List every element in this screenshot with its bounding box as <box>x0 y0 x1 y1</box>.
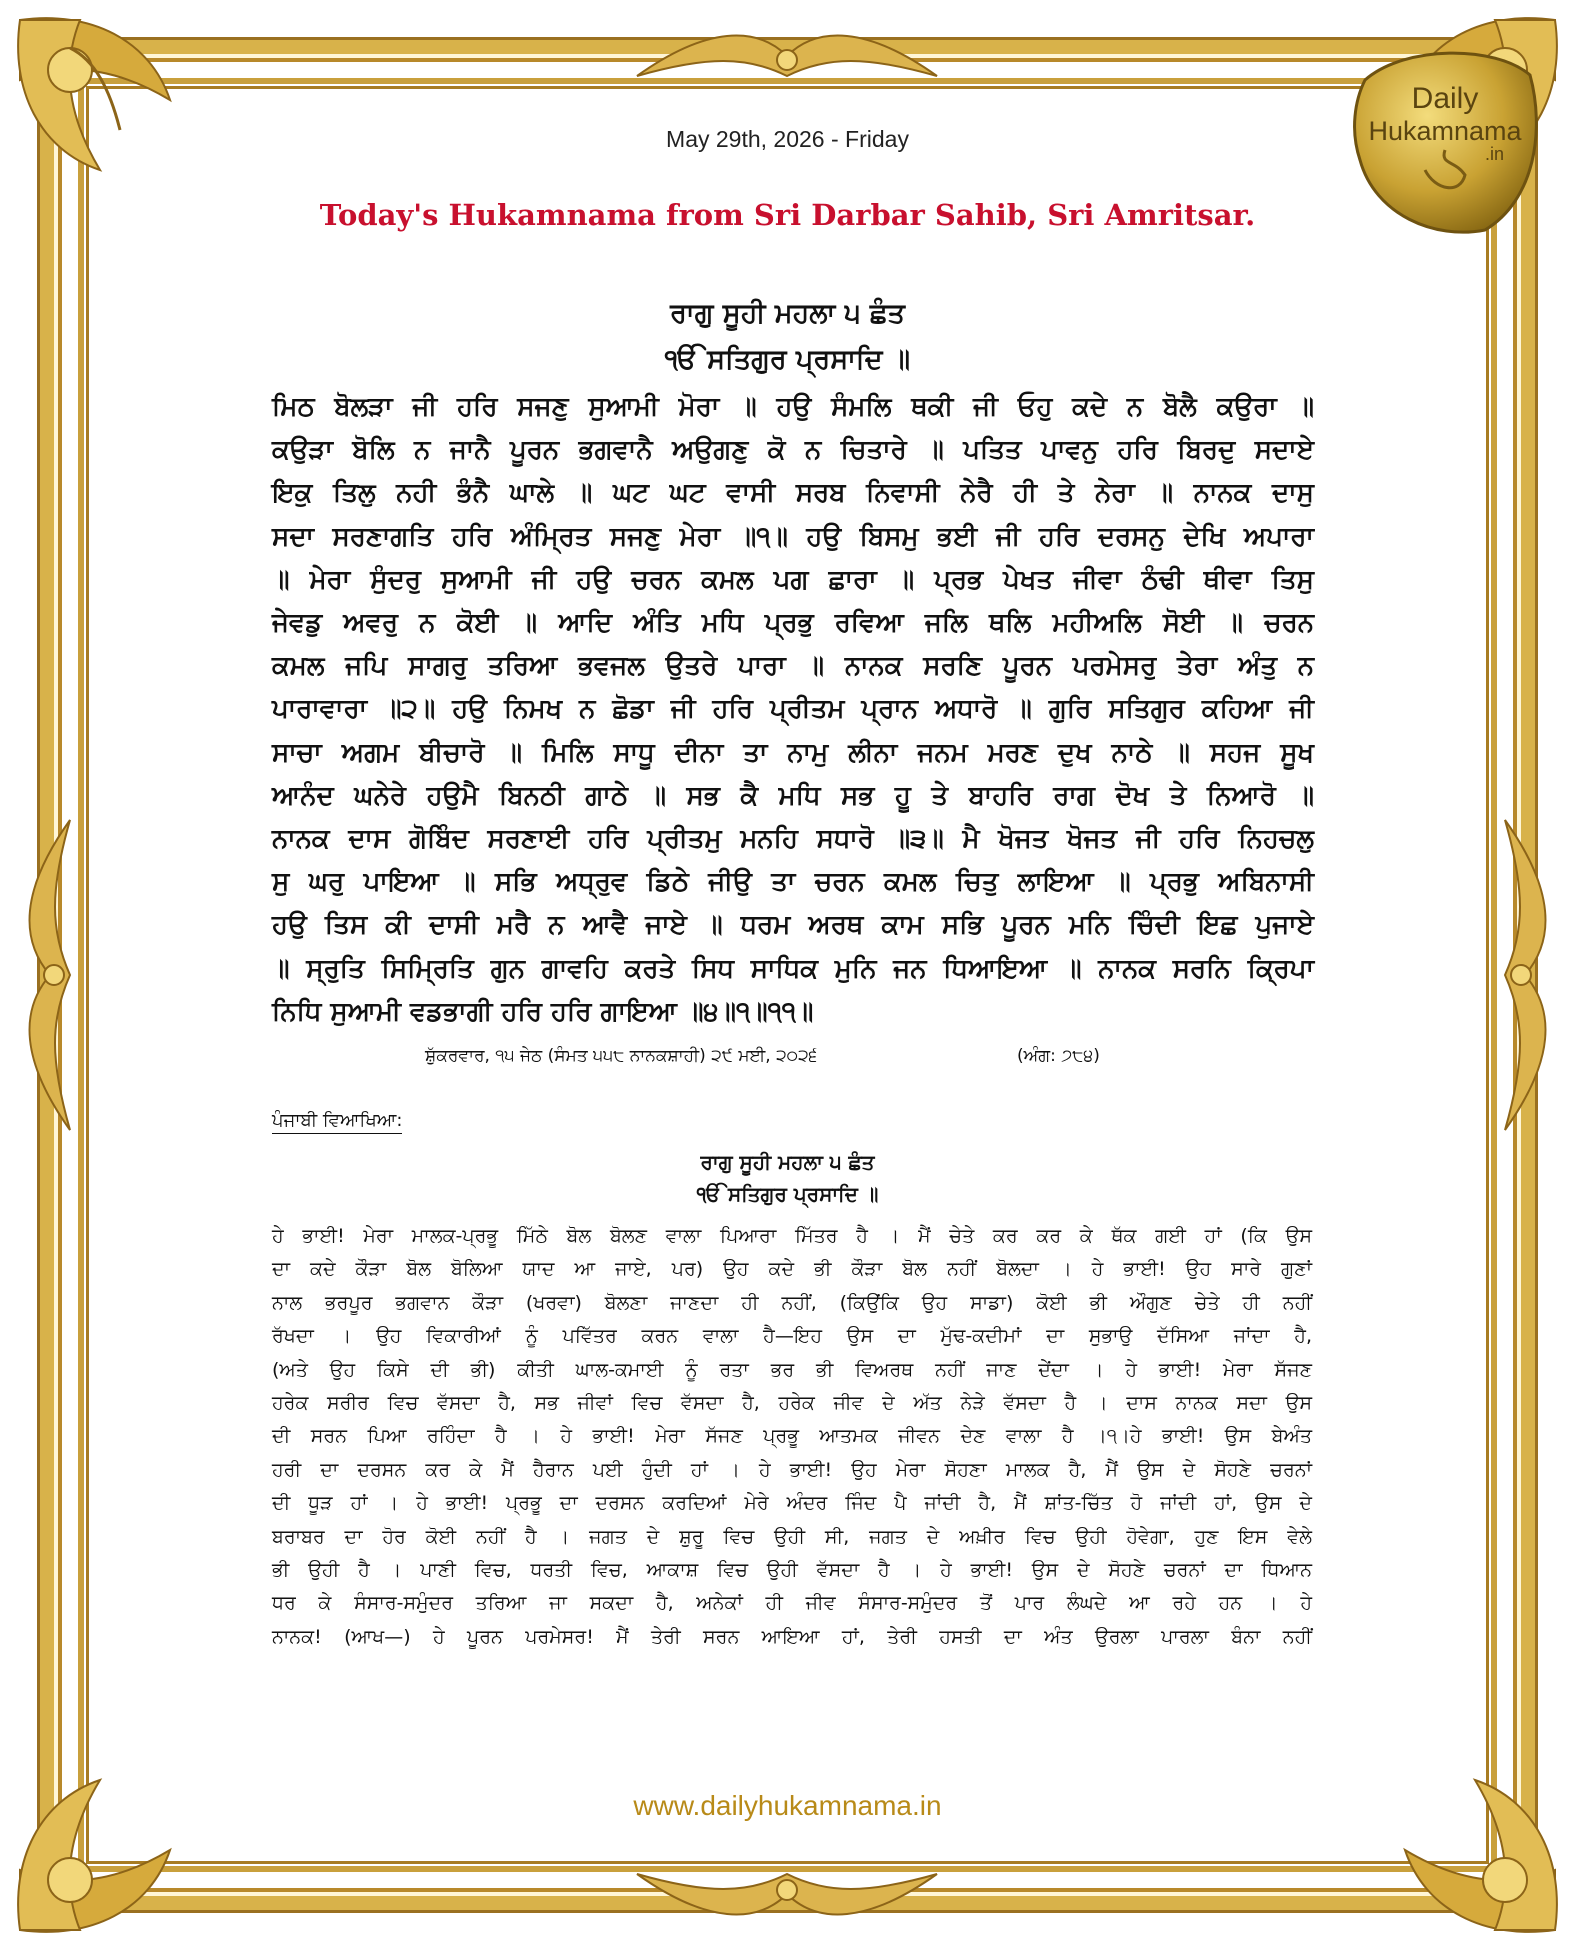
explanation-heading: ਪੰਜਾਬੀ ਵਿਆਖਿਆ: <box>272 1110 402 1134</box>
explanation-invocation: ੴ ਸਤਿਗੁਰ ਪ੍ਰਸਾਦਿ ॥ <box>696 1182 879 1206</box>
explanation-line: ਦਾ ਕਦੇ ਕੌੜਾ ਬੋਲ ਬੋਲਿਆ ਯਾਦ ਆ ਜਾਏ, ਪਰ) ਉਹ ਕਦੇ ਭੀ ਕੌੜਾ ਬੋਲ ਨਹੀਂ ਬੋਲਦਾ । ਹੇ ਭਾਈ! ਉਹ ਸਾਰੇ ਗੁਣਾਂ <box>272 1258 1312 1281</box>
corner-ornament-bottom-right <box>1345 1720 1575 1950</box>
verse-line: ਸਦਾ ਸਰਣਾਗਤਿ ਹਰਿ ਅੰਮ੍ਰਿਤ ਸਜਣੁ ਮੇਰਾ ॥੧॥ ਹਉ ਬਿਸਮੁ ਭਈ ਜੀ ਹਰਿ ਦਰਸਨੁ ਦੇਖਿ ਅਪਾਰਾ <box>272 521 1314 552</box>
verse-line: ॥ ਸ੍ਰੁਤਿ ਸਿਮ੍ਰਿਤਿ ਗੁਨ ਗਾਵਹਿ ਕਰਤੇ ਸਿਧ ਸਾਧਿਕ ਮੁਨਿ ਜਨ ਧਿਆਇਆ ॥ ਨਾਨਕ ਸਰਨਿ ਕ੍ਰਿਪਾ <box>272 953 1314 984</box>
verse-line: ਇਕੁ ਤਿਲੁ ਨਹੀ ਭੰਨੈ ਘਾਲੇ ॥ ਘਟ ਘਟ ਵਾਸੀ ਸਰਬ ਨਿਵਾਸੀ ਨੇਰੈ ਹੀ ਤੇ ਨੇਰਾ ॥ ਨਾਨਕ ਦਾਸੁ <box>272 478 1314 509</box>
page-title: Today's Hukamnama from Sri Darbar Sahib, Sri Amritsar. <box>319 198 1256 232</box>
verse-line: ਕਮਲ ਜਪਿ ਸਾਗਰੁ ਤਰਿਆ ਭਵਜਲ ਉਤਰੇ ਪਾਰਾ ॥ ਨਾਨਕ ਸਰਣਿ ਪੂਰਨ ਪਰਮੇਸਰੁ ਤੇਰਾ ਅੰਤੁ ਨ <box>272 651 1314 682</box>
verse-line: ਸਾਚਾ ਅਗਮ ਬੀਚਾਰੋ ॥ ਮਿਲਿ ਸਾਧੂ ਦੀਨਾ ਤਾ ਨਾਮੁ ਲੀਨਾ ਜਨਮ ਮਰਣ ਦੁਖ ਨਾਠੇ ॥ ਸਹਜ ਸੂਖ <box>272 737 1314 768</box>
verse-line: ਕਉੜਾ ਬੋਲਿ ਨ ਜਾਨੈ ਪੂਰਨ ਭਗਵਾਨੈ ਅਉਗਣੁ ਕੋ ਨ ਚਿਤਾਰੇ ॥ ਪਤਿਤ ਪਾਵਨੁ ਹਰਿ ਬਿਰਦੁ ਸਦਾਏ <box>272 435 1314 466</box>
footer-website-link[interactable]: www.dailyhukamnama.in <box>633 1790 942 1821</box>
badge-text-daily: Daily <box>1411 82 1479 115</box>
top-edge-ornament <box>627 16 947 96</box>
corner-ornament-bottom-left <box>0 1720 230 1950</box>
verse-line: ਹਉ ਤਿਸ ਕੀ ਦਾਸੀ ਮਰੈ ਨ ਆਵੈ ਜਾਏ ॥ ਧਰਮ ਅਰਥ ਕਾਮ ਸਭਿ ਪੂਰਨ ਮਨਿ ਚਿੰਦੀ ਇਛ ਪੁਜਾਏ <box>272 910 1314 941</box>
bottom-edge-ornament <box>627 1854 947 1934</box>
punjabi-date-line: ਸ਼ੁੱਕਰਵਾਰ, ੧੫ ਜੇਠ (ਸੰਮਤ ੫੫੮ ਨਾਨਕਸ਼ਾਹੀ) ੨੯ ਮਈ, ੨੦੨੬ <box>425 1046 818 1066</box>
left-edge-ornament <box>10 810 90 1140</box>
right-edge-ornament <box>1485 810 1565 1140</box>
verse-line: ਆਨੰਦ ਘਨੇਰੇ ਹਉਮੈ ਬਿਨਠੀ ਗਾਠੇ ॥ ਸਭ ਕੈ ਮਧਿ ਸਭ ਹੂ ਤੇ ਬਾਹਰਿ ਰਾਗ ਦੋਖ ਤੇ ਨਿਆਰੋ ॥ <box>272 780 1314 811</box>
badge-text-domain: .in <box>1485 144 1505 164</box>
badge-text-hukamnama: Hukamnama <box>1368 116 1522 146</box>
verse-line: ਨਿਧਿ ਸੁਆਮੀ ਵਡਭਾਗੀ ਹਰਿ ਹਰਿ ਗਾਇਆ ॥੪॥੧॥੧੧॥ <box>272 996 814 1027</box>
explanation-line: ਹਰੇਕ ਸਰੀਰ ਵਿਚ ਵੱਸਦਾ ਹੈ, ਸਭ ਜੀਵਾਂ ਵਿਚ ਵੱਸਦਾ ਹੈ, ਹਰੇਕ ਜੀਵ ਦੇ ਅੱਤ ਨੇੜੇ ਵੱਸਦਾ ਹੈ । ਦਾਸ ਨਾਨਕ ਸਦਾ ਉਸ <box>272 1392 1312 1415</box>
shabad-invocation: ੴ ਸਤਿਗੁਰ ਪ੍ਰਸਾਦਿ ॥ <box>664 344 911 375</box>
ang-number: (ਅੰਗ: ੭੮੪) <box>1017 1046 1100 1066</box>
explanation-line: ਰੱਖਦਾ । ਉਹ ਵਿਕਾਰੀਆਂ ਨੂੰ ਪਵਿੱਤਰ ਕਰਨ ਵਾਲਾ ਹੈ—ਇਹ ਉਸ ਦਾ ਮੁੱਢ-ਕਦੀਮਾਂ ਦਾ ਸੁਭਾਉ ਦੱਸਿਆ ਜਾਂਦਾ ਹੈ, <box>272 1325 1312 1348</box>
explanation-line: ਹੇ ਭਾਈ! ਮੇਰਾ ਮਾਲਕ-ਪ੍ਰਭੂ ਮਿੱਠੇ ਬੋਲ ਬੋਲਣ ਵਾਲਾ ਪਿਆਰਾ ਮਿੱਤਰ ਹੈ । ਮੈਂ ਚੇਤੇ ਕਰ ਕਰ ਕੇ ਥੱਕ ਗਈ ਹਾਂ (ਕਿ ਉਸ <box>272 1225 1312 1247</box>
explanation-line: ਨਾਲ ਭਰਪੂਰ ਭਗਵਾਨ ਕੌੜਾ (ਖਰਵਾ) ਬੋਲਣਾ ਜਾਣਦਾ ਹੀ ਨਹੀਂ, (ਕਿਉਂਕਿ ਉਹ ਸਾਡਾ) ਕੋਈ ਭੀ ਔਗੁਣ ਚੇਤੇ ਹੀ ਨਹੀਂ <box>272 1291 1312 1314</box>
shabad-raag-heading: ਰਾਗੁ ਸੂਹੀ ਮਹਲਾ ੫ ਛੰਤ <box>670 298 905 329</box>
explanation-line: ਭੀ ਉਹੀ ਹੈ । ਪਾਣੀ ਵਿਚ, ਧਰਤੀ ਵਿਚ, ਆਕਾਸ਼ ਵਿਚ ਉਹੀ ਵੱਸਦਾ ਹੈ । ਹੇ ਭਾਈ! ਉਸ ਦੇ ਸੋਹਣੇ ਚਰਨਾਂ ਦਾ ਧਿਆਨ <box>272 1559 1312 1582</box>
explanation-line: ਹਰੀ ਦਾ ਦਰਸਨ ਕਰ ਕੇ ਮੈਂ ਹੈਰਾਨ ਪਈ ਹੁੰਦੀ ਹਾਂ । ਹੇ ਭਾਈ! ਉਹ ਮੇਰਾ ਸੋਹਣਾ ਮਾਲਕ ਹੈ, ਮੈਂ ਉਸ ਦੇ ਸੋਹਣੇ ਚਰਨਾਂ <box>272 1458 1312 1481</box>
verse-line: ॥ ਮੇਰਾ ਸੁੰਦਰੁ ਸੁਆਮੀ ਜੀ ਹਉ ਚਰਨ ਕਮਲ ਪਗ ਛਾਰਾ ॥ ਪ੍ਰਭ ਪੇਖਤ ਜੀਵਾ ਠੰਢੀ ਥੀਵਾ ਤਿਸੁ <box>272 564 1314 595</box>
verse-line: ਸੁ ਘਰੁ ਪਾਇਆ ॥ ਸਭਿ ਅਧ੍ਰੁਵ ਡਿਠੇ ਜੀਉ ਤਾ ਚਰਨ ਕਮਲ ਚਿਤੁ ਲਾਇਆ ॥ ਪ੍ਰਭੁ ਅਬਿਨਾਸੀ <box>272 867 1314 898</box>
explanation-line: ਦੀ ਧੂੜ ਹਾਂ । ਹੇ ਭਾਈ! ਪ੍ਰਭੂ ਦਾ ਦਰਸਨ ਕਰਦਿਆਂ ਮੇਰੇ ਅੰਦਰ ਜਿੰਦ ਪੈ ਜਾਂਦੀ ਹੈ, ਮੈਂ ਸ਼ਾਂਤ-ਚਿੱਤ ਹੋ ਜਾਂਦੀ ਹਾਂ, ਉਸ ਦੇ <box>272 1492 1312 1515</box>
verse-line: ਜੇਵਡੁ ਅਵਰੁ ਨ ਕੋਈ ॥ ਆਦਿ ਅੰਤਿ ਮਧਿ ਪ੍ਰਭੁ ਰਵਿਆ ਜਲਿ ਥਲਿ ਮਹੀਅਲਿ ਸੋਈ ॥ ਚਰਨ <box>272 608 1314 639</box>
explanation-line: ਧਰ ਕੇ ਸੰਸਾਰ-ਸਮੁੰਦਰ ਤਰਿਆ ਜਾ ਸਕਦਾ ਹੈ, ਅਨੇਕਾਂ ਹੀ ਜੀਵ ਸੰਸਾਰ-ਸਮੁੰਦਰ ਤੋਂ ਪਾਰ ਲੰਘਦੇ ਆ ਰਹੇ ਹਨ । ਹੇ <box>272 1592 1312 1615</box>
explanation-line: (ਅਤੇ ਉਹ ਕਿਸੇ ਦੀ ਭੀ) ਕੀਤੀ ਘਾਲ-ਕਮਾਈ ਨੂੰ ਰਤਾ ਭਰ ਭੀ ਵਿਅਰਥ ਨਹੀਂ ਜਾਣ ਦੇਂਦਾ । ਹੇ ਭਾਈ! ਮੇਰਾ ਸੱਜਣ <box>272 1358 1312 1381</box>
corner-ornament-top-left <box>0 0 230 230</box>
explanation-line: ਬਰਾਬਰ ਦਾ ਹੋਰ ਕੋਈ ਨਹੀਂ ਹੈ । ਜਗਤ ਦੇ ਸ਼ੁਰੂ ਵਿਚ ਉਹੀ ਸੀ, ਜਗਤ ਦੇ ਅਖ਼ੀਰ ਵਿਚ ਉਹੀ ਹੋਵੇਗਾ, ਹੁਣ ਇਸ ਵੇਲੇ <box>272 1525 1312 1548</box>
explanation-line: ਦੀ ਸਰਨ ਪਿਆ ਰਹਿੰਦਾ ਹੈ । ਹੇ ਭਾਈ! ਮੇਰਾ ਸੱਜਣ ਪ੍ਰਭੂ ਆਤਮਕ ਜੀਵਨ ਦੇਣ ਵਾਲਾ ਹੈ ।੧।ਹੇ ਭਾਈ! ਉਸ ਬੇਅੰਤ <box>272 1425 1312 1448</box>
page-date: May 29th, 2026 - Friday <box>666 126 909 152</box>
explanation-line: ਨਾਨਕ! (ਆਖ—) ਹੇ ਪੂਰਨ ਪਰਮੇਸਰ! ਮੈਂ ਤੇਰੀ ਸਰਨ ਆਇਆ ਹਾਂ, ਤੇਰੀ ਹਸਤੀ ਦਾ ਅੰਤ ਉਰਲਾ ਪਾਰਲਾ ਬੰਨਾ ਨਹੀਂ <box>272 1625 1312 1648</box>
verse-line: ਨਾਨਕ ਦਾਸ ਗੋਬਿੰਦ ਸਰਣਾਈ ਹਰਿ ਪ੍ਰੀਤਮੁ ਮਨਹਿ ਸਧਾਰੋ ॥੩॥ ਮੈ ਖੋਜਤ ਖੋਜਤ ਜੀ ਹਰਿ ਨਿਹਚਲੁ <box>272 824 1314 855</box>
shabad-verse-block <box>272 386 1314 1034</box>
verse-line: ਮਿਠ ਬੋਲੜਾ ਜੀ ਹਰਿ ਸਜਣੁ ਸੁਆਮੀ ਮੋਰਾ ॥ ਹਉ ਸੰਮਲਿ ਥਕੀ ਜੀ ਓਹੁ ਕਦੇ ਨ ਬੋਲੈ ਕਉਰਾ ॥ <box>272 392 1314 422</box>
explanation-raag-heading: ਰਾਗੁ ਸੂਹੀ ਮਹਲਾ ੫ ਛੰਤ <box>700 1150 875 1174</box>
explanation-text-block <box>272 1220 1312 1654</box>
verse-line: ਪਾਰਾਵਾਰਾ ॥੨॥ ਹਉ ਨਿਮਖ ਨ ਛੋਡਾ ਜੀ ਹਰਿ ਪ੍ਰੀਤਮ ਪ੍ਰਾਨ ਅਧਾਰੋ ॥ ਗੁਰਿ ਸਤਿਗੁਰ ਕਹਿਆ ਜੀ <box>272 694 1314 725</box>
